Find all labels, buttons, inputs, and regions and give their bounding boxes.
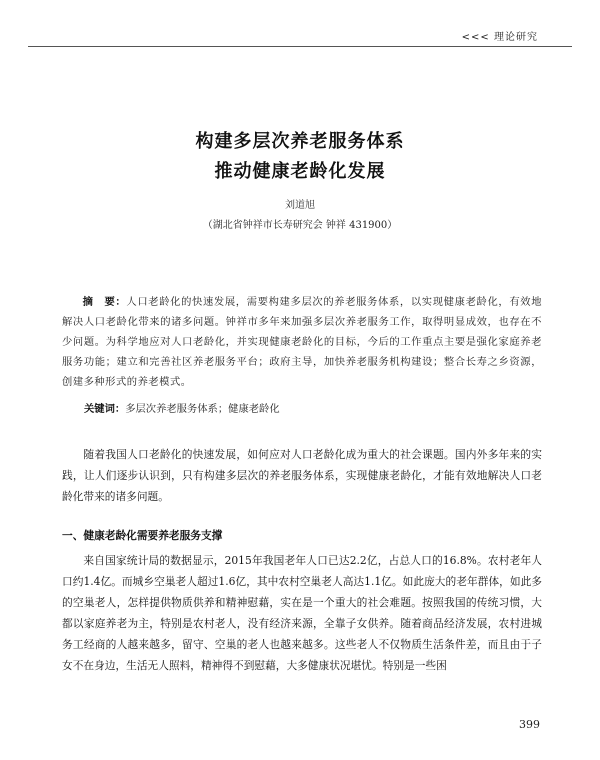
- intro-paragraph: 随着我国人口老龄化的快速发展，如何应对人口老龄化成为重大的社会课题。国内外多年来的实践，让人们逐步认识到，只有构建多层次的养老服务体系，实现健康老龄化，才能有效地解决人口老龄化带来的诸多问题。: [62, 448, 542, 503]
- author-affiliation: （湖北省钟祥市长寿研究会 钟祥 431900）: [202, 220, 398, 231]
- abstract-label: 摘 要：: [82, 296, 127, 308]
- keywords-label: 关键词：: [84, 403, 126, 415]
- keywords: [84, 399, 544, 419]
- author-name: 刘道旭: [285, 200, 315, 211]
- section-1-paragraph: 来自国家统计局的数据显示，2015年我国老年人口已达2.2亿，占总人口的16.8%。农村老年人口约1.4亿。而城乡空巢老人超过1.6亿，其中农村空巢老人高达1.1亿。如此庞大的老年群体，如此多的空巢老人，怎样提供物质供养和精神慰藉，实在是一个重大的社会难题。按照我国的传统习惯，大都以家庭养老为主，特别是农村老人，没有经济来源，全靠子女供养。随着商品经济发展，农村进城务工经商的人越来越多，留守、空巢的老人也越来越多。这些老人不仅物质生活条件差，而且由于子女不在身边，生活无人照料，精神得不到慰藉，大多健康状况堪忧。特别是一些困: [62, 554, 542, 672]
- intro-section: [62, 444, 542, 507]
- abstract: [62, 292, 542, 392]
- section-tag: <<< 理论研究: [461, 32, 538, 43]
- keywords-text: 多层次养老服务体系；健康老龄化: [125, 403, 280, 415]
- header-divider: [28, 46, 572, 47]
- section-heading: 一、健康老龄化需要养老服务支撑: [62, 529, 223, 542]
- abstract-text: 人口老龄化的快速发展，需要构建多层次的养老服务体系，以实现健康老龄化，有效地解决人口老龄化带来的诸多问题。钟祥市多年来加强多层次养老服务工作，取得明显成效，也存在不少问题。为科学地应对人口老龄化，并实现健康老龄化的目标，今后的工作重点主要是强化家庭养老服务功能；建立和完善社区养老服务平台；政府主导，加快养老服务机构建设；整合长寿之乡资源，创建多种形式的养老模式。: [62, 296, 543, 388]
- article-title-line-2: 推动健康老龄化发展: [214, 161, 386, 182]
- page-number: 399: [519, 718, 540, 731]
- section-1-body: [62, 550, 542, 676]
- article-title-line-1: 构建多层次养老服务体系: [195, 131, 405, 152]
- abstract-paragraph: [62, 292, 542, 392]
